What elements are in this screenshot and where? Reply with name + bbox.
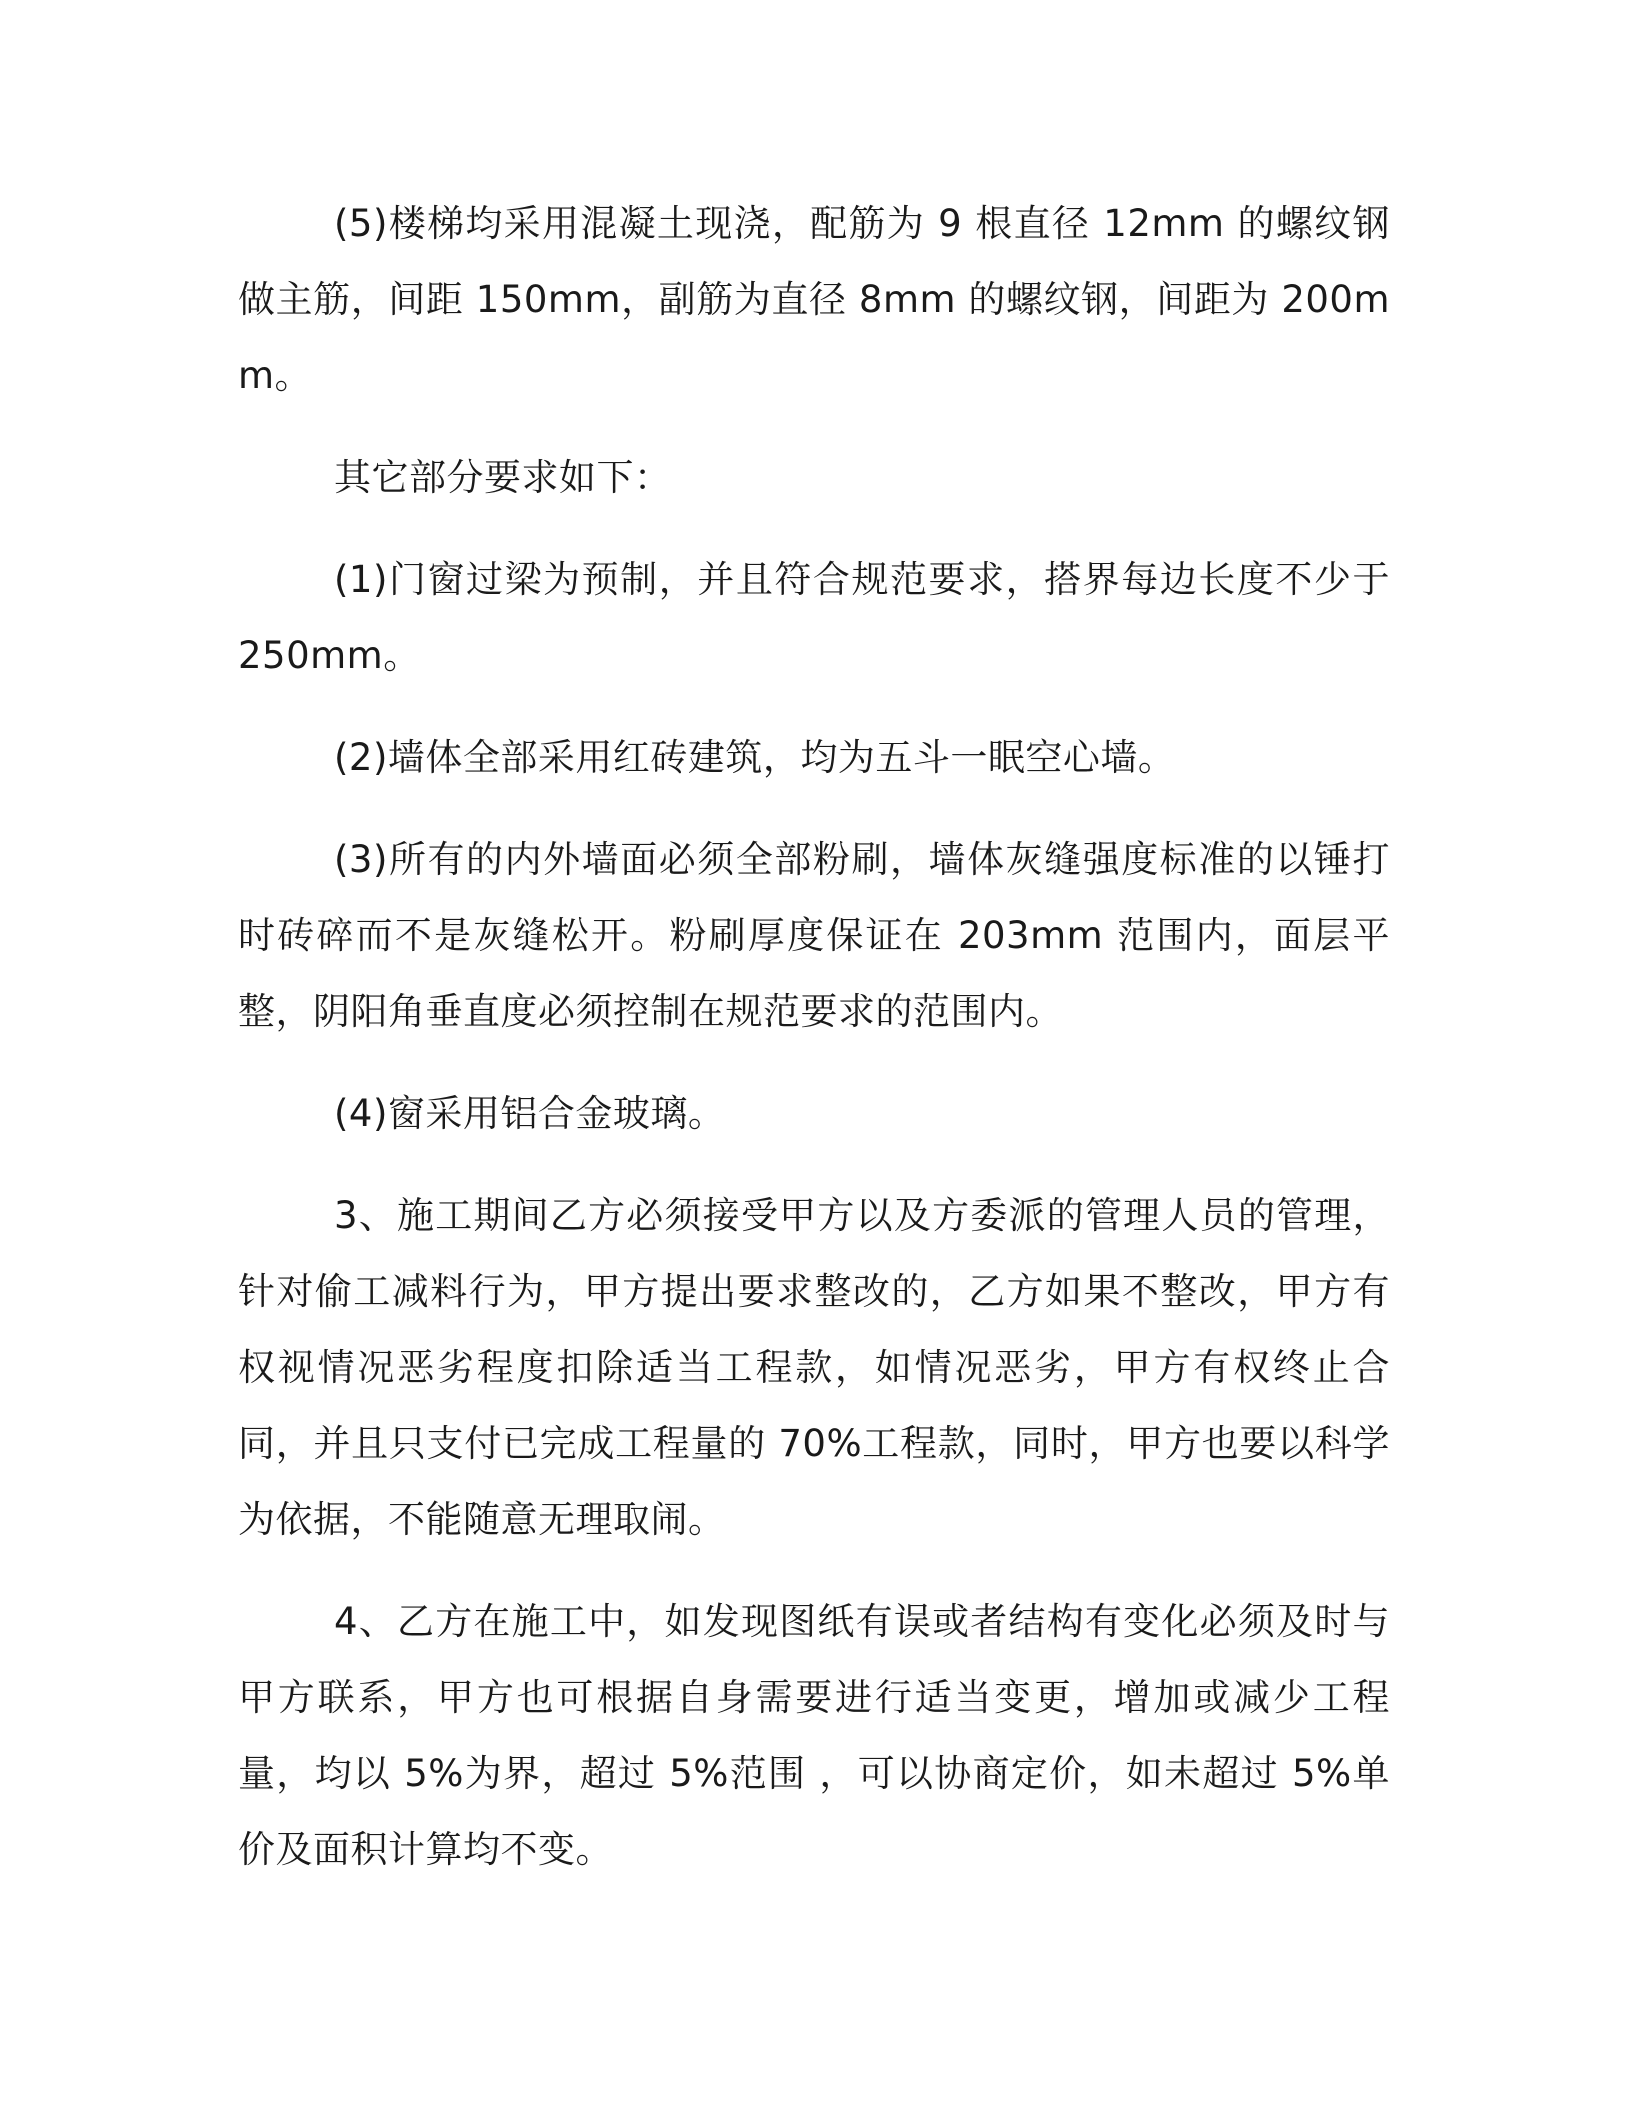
document-body xyxy=(238,186,1390,1888)
paragraph-clause-4-changes: 4、乙方在施工中，如发现图纸有误或者结构有变化必须及时与甲方联系，甲方也可根据自身需要进行适当变更，增加或减少工程量，均以 5%为界，超过 5%范围 ，可以协商定价，如未超过 5%单价及面积计算均不变。 xyxy=(238,1600,1390,1871)
paragraph-stair-reinforcement: (5)楼梯均采用混凝土现浇，配筋为 9 根直径 12mm 的螺纹钢做主筋，间距 150mm，副筋为直径 8mm 的螺纹钢，间距为 200mm。 xyxy=(238,202,1390,397)
paragraph-windows: (4)窗采用铝合金玻璃。 xyxy=(334,1092,726,1135)
paragraph-wall-brick: (2)墙体全部采用红砖建筑，均为五斗一眠空心墙。 xyxy=(334,736,1176,779)
paragraph-lintel: (1)门窗过梁为预制，并且符合规范要求，搭界每边长度不少于 250mm。 xyxy=(238,558,1390,677)
paragraph-other-requirements-heading: 其它部分要求如下： xyxy=(334,456,672,499)
paragraph-plastering: (3)所有的内外墙面必须全部粉刷，墙体灰缝强度标准的以锤打时砖碎而不是灰缝松开。粉刷厚度保证在 203mm 范围内，面层平整，阴阳角垂直度必须控制在规范要求的范围内。 xyxy=(238,838,1390,1033)
paragraph-clause-3-supervision: 3、施工期间乙方必须接受甲方以及方委派的管理人员的管理，针对偷工减料行为，甲方提出要求整改的，乙方如果不整改，甲方有权视情况恶劣程度扣除适当工程款，如情况恶劣，甲方有权终止合同，并且只支付已完成工程量的 70%工程款，同时，甲方也要以科学为依据，不能随意无理取闹。 xyxy=(238,1194,1390,1541)
